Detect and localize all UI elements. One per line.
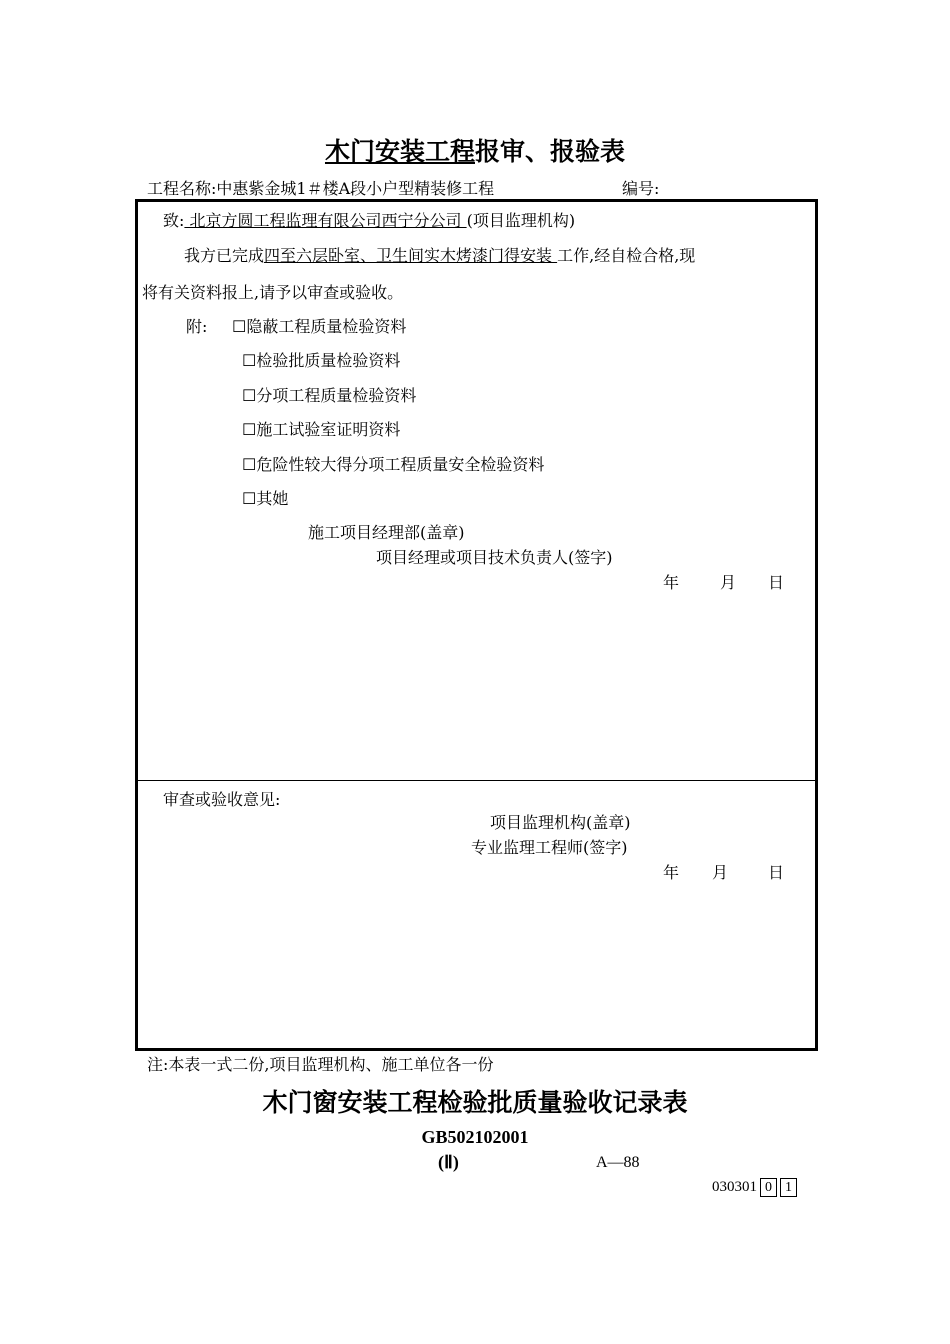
record-form-title: 木门窗安装工程检验批质量验收记录表 <box>262 1088 688 1117</box>
number-label: 编号: <box>622 179 660 198</box>
attachment-item: ☐隐蔽工程质量检验资料 <box>232 317 407 336</box>
to-suffix: (项目监理机构) <box>466 211 576 230</box>
report-form-title <box>0 132 950 168</box>
form-number: A—88 <box>596 1154 640 1171</box>
supervisor-signature: 专业监理工程师(签字) <box>471 838 628 857</box>
serial-number <box>712 1178 797 1197</box>
body-suffix: 工作,经自检合格,现 <box>557 246 696 265</box>
standard-code: GB502102001 <box>421 1127 529 1147</box>
date-month-label: 月 <box>712 863 729 882</box>
body-line-2: 将有关资料报上,请予以审查或验收。 <box>142 283 404 302</box>
date-year-label: 年 <box>663 573 680 592</box>
attachment-item: ☐其她 <box>242 489 289 508</box>
form-part-roman: (Ⅱ) <box>438 1152 459 1172</box>
attachment-item: ☐施工试验室证明资料 <box>242 420 401 439</box>
body-prefix: 我方已完成 <box>184 246 265 265</box>
project-name-line <box>147 176 494 199</box>
date-day-label: 日 <box>768 573 785 592</box>
project-name-value: 中惠紫金城1＃楼A段小户型精装修工程 <box>216 179 495 198</box>
serial-digit-box: 1 <box>780 1178 797 1197</box>
date-month-label: 月 <box>720 573 737 592</box>
contractor-signature: 项目经理或项目技术负责人(签字) <box>376 548 613 567</box>
to-label: 致: <box>163 211 185 230</box>
attachment-item: ☐危险性较大得分项工程质量安全检验资料 <box>242 455 545 474</box>
project-name-label: 工程名称: <box>147 179 217 198</box>
attachment-item: ☐检验批质量检验资料 <box>242 351 401 370</box>
serial-digit-box: 0 <box>760 1178 777 1197</box>
review-opinion-label: 审查或验收意见: <box>163 790 281 809</box>
contractor-seal: 施工项目经理部(盖章) <box>308 523 465 542</box>
form-note: 注:本表一式二份,项目监理机构、施工单位各一份 <box>147 1055 494 1074</box>
supervisor-seal: 项目监理机构(盖章) <box>490 813 631 832</box>
addressee-line <box>163 208 575 231</box>
completed-work: 四至六层卧室、卫生间实木烤漆门得安装 <box>264 246 558 265</box>
date-year-label: 年 <box>663 863 680 882</box>
report-form-title-part2: 报审、报验表 <box>475 137 626 166</box>
report-form-box <box>135 199 818 1051</box>
report-form-title-part1: 木门安装工程 <box>324 137 475 166</box>
body-line-1 <box>184 243 695 266</box>
date-day-label: 日 <box>768 863 785 882</box>
section-divider <box>138 780 815 781</box>
serial-prefix: 030301 <box>712 1179 757 1195</box>
to-organization: 北京方圆工程监理有限公司西宁分公司 <box>184 211 467 230</box>
attachment-item: ☐分项工程质量检验资料 <box>242 386 417 405</box>
attachments-label: 附: <box>186 317 208 336</box>
